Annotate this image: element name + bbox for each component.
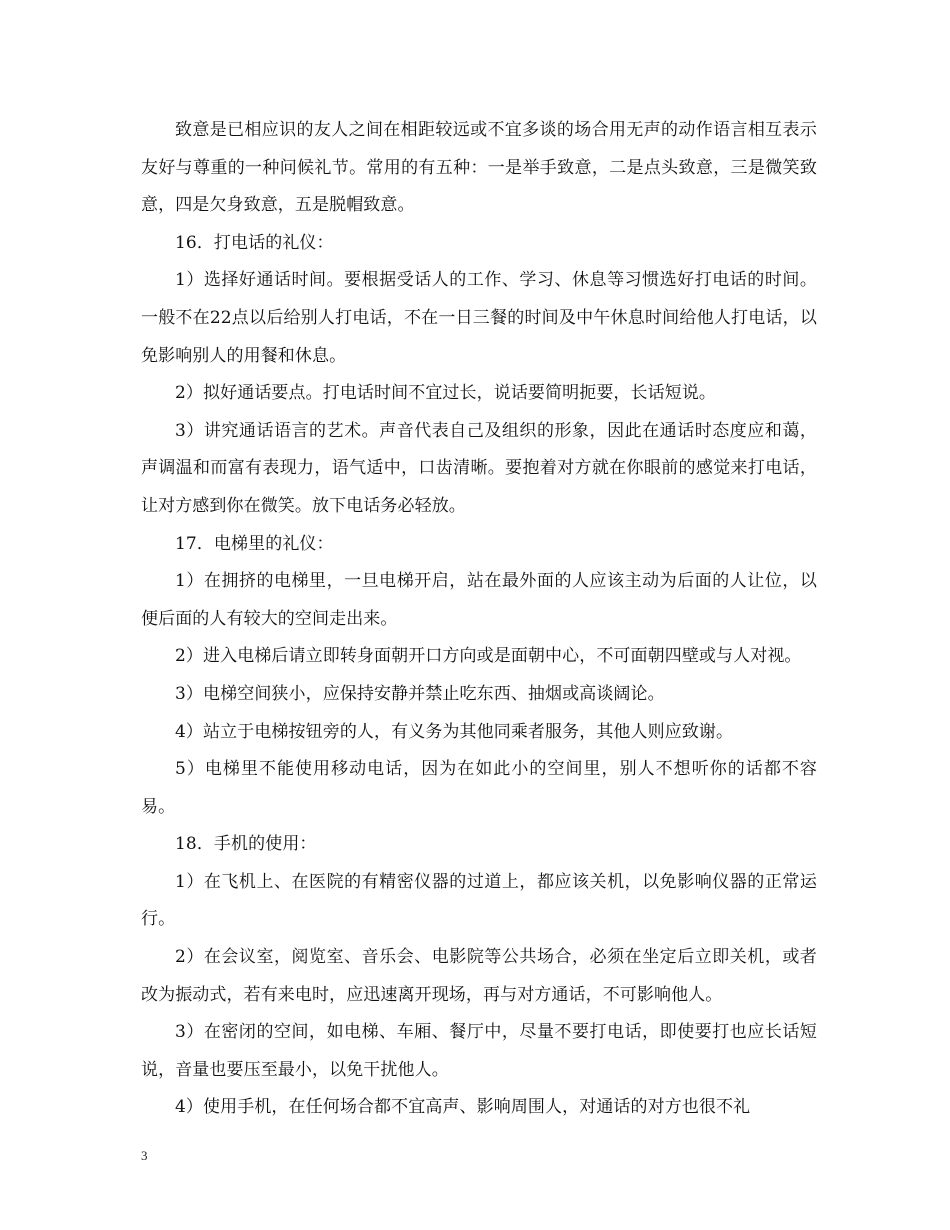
section-heading-mobile-phone-use: 18．手机的使用： [175, 834, 317, 855]
paragraph-phone-item-3: 3）讲究通话语言的艺术。声音代表自己及组织的形象，因此在通话时态度应和蔼，声调温和而富有表现力，语气适中，口齿清晰。要抱着对方就在你眼前的感觉来打电话，让对方感到你在微笑。放下电话务必轻放。 [141, 420, 817, 516]
section-heading-elevator-etiquette: 17．电梯里的礼仪： [175, 533, 334, 554]
paragraph-mobile-item-3: 3）在密闭的空间，如电梯、车厢、餐厅中，尽量不要打电话，即使要打也应长话短说，音量也要压至最小，以免干扰他人。 [141, 1022, 817, 1080]
paragraph-elevator-item-4: 4）站立于电梯按钮旁的人，有义务为其他同乘者服务，其他人则应致谢。 [175, 721, 734, 742]
page-number: 3 [141, 1148, 148, 1163]
paragraph-elevator-item-2: 2）进入电梯后请立即转身面朝开口方向或是面朝中心，不可面朝四壁或与人对视。 [175, 646, 802, 667]
paragraph-elevator-item-1: 1）在拥挤的电梯里，一旦电梯开启，站在最外面的人应该主动为后面的人让位，以便后面的人有较大的空间走出来。 [141, 571, 817, 629]
paragraph-phone-item-2: 2）拟好通话要点。打电话时间不宜过长，说话要简明扼要，长话短说。 [175, 383, 717, 404]
paragraph-mobile-item-4: 4）使用手机，在任何场合都不宜高声、影响周围人，对通话的对方也很不礼 [175, 1097, 751, 1118]
paragraph-elevator-item-5: 5）电梯里不能使用移动电话，因为在如此小的空间里，别人不想听你的话都不容易。 [141, 759, 817, 817]
document-body [141, 112, 817, 1127]
paragraph-elevator-item-3: 3）电梯空间狭小，应保持安静并禁止吃东西、抽烟或高谈阔论。 [175, 683, 665, 704]
paragraph-phone-item-1: 1）选择好通话时间。要根据受话人的工作、学习、休息等习惯选好打电话的时间。一般不在22点以后给别人打电话，不在一日三餐的时间及中午休息时间给他人打电话，以免影响别人的用餐和休息。 [141, 270, 817, 366]
section-heading-phone-etiquette: 16．打电话的礼仪： [175, 232, 334, 253]
paragraph-greeting-gesture: 致意是已相应识的友人之间在相距较远或不宜多谈的场合用无声的动作语言相互表示友好与尊重的一种问候礼节。常用的有五种：一是举手致意，二是点头致意，三是微笑致意，四是欠身致意，五是脱帽致意。 [141, 120, 817, 216]
paragraph-mobile-item-1: 1）在飞机上、在医院的有精密仪器的过道上，都应该关机，以免影响仪器的正常运行。 [141, 871, 817, 930]
paragraph-mobile-item-2: 2）在会议室，阅览室、音乐会、电影院等公共场合，必须在坐定后立即关机，或者改为振动式，若有来电时，应迅速离开现场，再与对方通话，不可影响他人。 [141, 947, 817, 1005]
